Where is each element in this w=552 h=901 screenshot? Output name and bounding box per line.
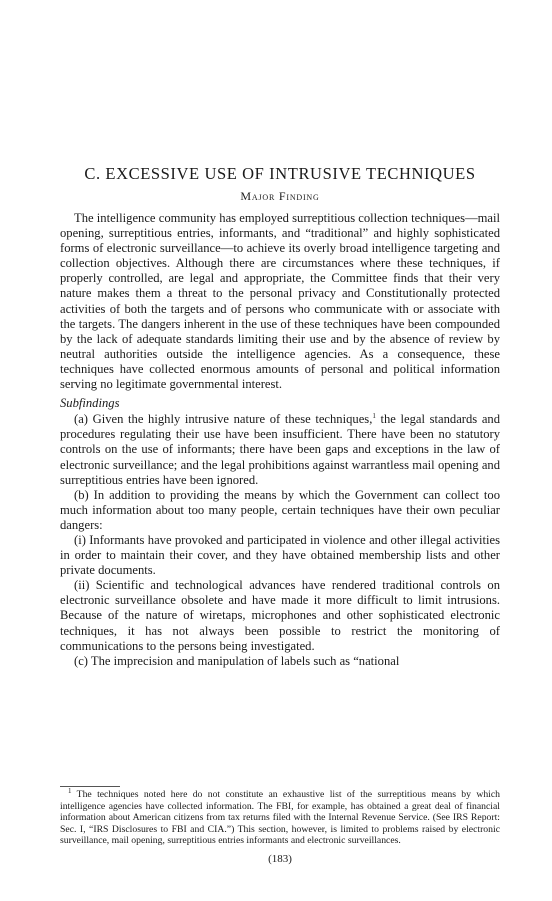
subfinding-c: (c) The imprecision and manipulation of labels such as “national (74, 653, 400, 668)
major-finding-heading: Major Finding (240, 189, 320, 203)
footnote (60, 786, 501, 847)
subfindings-heading: Subfindings (60, 396, 120, 411)
subfinding-a (60, 412, 500, 487)
footnote-reference: 1 (372, 412, 376, 421)
subfinding-a-text: (a) Given the highly intrusive nature of these techniques, (74, 412, 373, 427)
subfinding-b-i: (i) Informants have provoked and participated in violence and other illegal activities in order to maintain their cover, and they have obtained membership lists and other private documents. (60, 532, 500, 578)
footnote-marker: 1 (68, 786, 72, 795)
body-text (60, 211, 500, 669)
section-title: C. EXCESSIVE USE OF INTRUSIVE TECHNIQUES (84, 164, 476, 183)
subfinding-a-continued: the legal standards and procedures regulating their use have been insufficient. There have been no statutory controls on the use of informants; there have been gaps and exceptions in the law of electronic surveillance; and the legal prohibitions against warrantless mail opening and surreptitious entries have been ignored. (60, 412, 501, 487)
footnote-body: The techniques noted here do not constitute an exhaustive list of the surreptitious means by which intelligence agencies have collected information. The FBI, for example, has obtained a great deal of financial information about American citizens from tax returns filed with the Internal Revenue Service. (See IRS Report: Sec. I, “IRS Disclosures to FBI and CIA.”) This section, however, is limited to problems raised by electronic surveillance, mail opening, surreptitious entries informants and electronic surveillances. (60, 789, 501, 847)
footnote-text (60, 786, 501, 847)
page-number: (183) (268, 853, 292, 865)
subfinding-b: (b) In addition to providing the means by which the Government can collect too much information about too many people, certain techniques have their own peculiar dangers: (60, 487, 500, 532)
subfinding-b-ii: (ii) Scientific and technological advances have rendered traditional controls on electronic surveillance obsolete and have made it more difficult to limit intrusions. Because of the nature of wiretaps, microphones and other sophisticated electronic techniques, it has not always been possible to restrict the monitoring of communications to the persons being investigated. (60, 578, 500, 653)
major-finding-paragraph: The intelligence community has employed surreptitious collection techniques—mail opening, surreptitious entries, informants, and “traditional” and highly sophisticated forms of electronic surveillance—to achieve its overly broad intelligence targeting and collection objectives. Although there are circumstances where these techniques, if properly controlled, are legal and appropriate, the Committee finds that their very nature makes them a threat to the personal privacy and Constitutionally protected activities of both the targets and of persons who communicate with or associate with the targets. The dangers inherent in the use of these techniques have been compounded by the lack of adequate standards limiting their use and by the absence of review by neutral authorities outside the intelligence agencies. As a consequence, these techniques have collected enormous amounts of personal and political information serving no legitimate governmental interest. (60, 211, 500, 392)
